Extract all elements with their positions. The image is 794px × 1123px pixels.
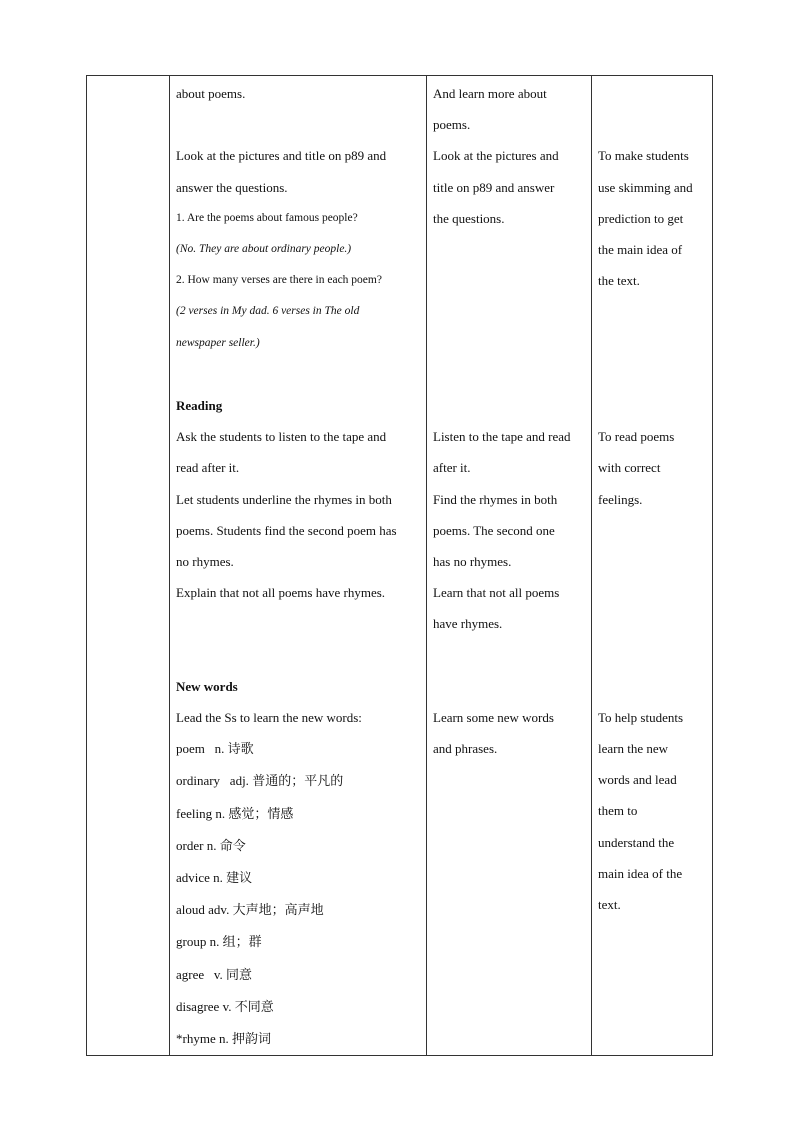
table-row bbox=[87, 76, 713, 1056]
lesson-plan-table bbox=[86, 75, 713, 1056]
spacer bbox=[598, 515, 708, 546]
reading-line: has no rhymes. bbox=[433, 553, 512, 569]
vocab-item: agree v. 同意 bbox=[176, 966, 253, 983]
question-1: 1. Are the poems about famous people? bbox=[176, 211, 358, 224]
vocab-item: order n. 命令 bbox=[176, 837, 246, 854]
reading-purpose-line: with correct bbox=[598, 460, 661, 476]
vocab-item: disagree v. 不同意 bbox=[176, 998, 274, 1015]
spacer bbox=[433, 296, 587, 327]
spacer bbox=[598, 390, 708, 421]
new-words-purpose-line: learn the new bbox=[598, 741, 669, 757]
spacer bbox=[598, 608, 708, 639]
prompt-line: title on p89 and answer bbox=[433, 179, 555, 195]
skimming-purpose-line: prediction to get bbox=[598, 210, 684, 226]
reading-line: have rhymes. bbox=[433, 616, 503, 632]
new-words-purpose-line: text. bbox=[598, 897, 621, 913]
vocab-item: aloud adv. 大声地；高声地 bbox=[176, 902, 324, 919]
spacer bbox=[598, 296, 708, 327]
intro-line: And learn more about bbox=[433, 86, 547, 101]
new-words-purpose-line: understand the bbox=[598, 834, 675, 850]
prompt-line: Look at the pictures and bbox=[433, 148, 559, 164]
reading-line: no rhymes. bbox=[176, 554, 234, 570]
reading-line: Explain that not all poems have rhymes. bbox=[176, 585, 386, 601]
new-words-heading: New words bbox=[176, 678, 238, 694]
reading-line: Learn that not all poems bbox=[433, 585, 560, 601]
spacer bbox=[433, 265, 587, 296]
spacer bbox=[598, 640, 708, 671]
spacer bbox=[176, 109, 422, 140]
vocab-item: advice n. 建议 bbox=[176, 870, 253, 887]
blank-column-cell bbox=[87, 76, 170, 1056]
spacer bbox=[598, 78, 708, 109]
new-words-line: Learn some new words bbox=[433, 709, 554, 725]
prompt-line: the questions. bbox=[433, 210, 505, 226]
answer-2-line: (2 verses in My dad. 6 verses in The old bbox=[176, 305, 360, 318]
vocab-item: group n. 组；群 bbox=[176, 934, 262, 951]
new-words-purpose-line: them to bbox=[598, 803, 638, 819]
vocab-list bbox=[176, 733, 422, 1055]
spacer bbox=[598, 546, 708, 577]
spacer bbox=[176, 359, 422, 390]
reading-line: Find the rhymes in both bbox=[433, 491, 558, 507]
reading-line: Ask the students to listen to the tape and bbox=[176, 429, 387, 445]
vocab-item: ordinary adj. 普通的；平凡的 bbox=[176, 773, 344, 790]
new-words-line: and phrases. bbox=[433, 741, 498, 757]
skimming-purpose-line: the text. bbox=[598, 273, 640, 289]
spacer bbox=[433, 359, 587, 390]
spacer bbox=[598, 109, 708, 140]
answer-1: (No. They are about ordinary people.) bbox=[176, 243, 352, 255]
spacer bbox=[176, 608, 422, 639]
vocab-item: feeling n. 感觉；情感 bbox=[176, 805, 294, 822]
reading-line: Let students underline the rhymes in both bbox=[176, 491, 392, 507]
vocab-item: poem n. 诗歌 bbox=[176, 741, 254, 758]
spacer bbox=[598, 671, 708, 702]
intro-line: poems. bbox=[433, 117, 471, 133]
student-activity-cell bbox=[427, 76, 592, 1056]
skimming-purpose-line: To make students bbox=[598, 148, 689, 164]
new-words-lead: Lead the Ss to learn the new words: bbox=[176, 710, 362, 725]
reading-line: poems. The second one bbox=[433, 522, 555, 538]
reading-line: read after it. bbox=[176, 460, 240, 476]
new-words-purpose-line: To help students bbox=[598, 709, 684, 725]
prompt-line: answer the questions. bbox=[176, 179, 288, 195]
new-words-purpose-line: words and lead bbox=[598, 772, 677, 788]
spacer bbox=[433, 328, 587, 359]
reading-line: poems. Students find the second poem has bbox=[176, 522, 397, 538]
spacer bbox=[598, 577, 708, 608]
skimming-purpose-line: use skimming and bbox=[598, 179, 693, 195]
intro-text: about poems. bbox=[176, 86, 246, 101]
answer-2-line: newspaper seller.) bbox=[176, 336, 260, 349]
reading-heading: Reading bbox=[176, 398, 223, 413]
reading-line: after it. bbox=[433, 460, 471, 476]
skimming-purpose-line: the main idea of bbox=[598, 241, 683, 257]
spacer bbox=[433, 234, 587, 265]
spacer bbox=[433, 390, 587, 421]
spacer bbox=[433, 671, 587, 702]
purpose-cell bbox=[592, 76, 713, 1056]
spacer bbox=[433, 640, 587, 671]
question-2: 2. How many verses are there in each poem? bbox=[176, 274, 382, 287]
spacer bbox=[598, 328, 708, 359]
reading-purpose-line: To read poems bbox=[598, 429, 675, 445]
reading-line: Listen to the tape and read bbox=[433, 429, 571, 445]
teacher-activity-cell bbox=[170, 76, 427, 1056]
spacer bbox=[176, 640, 422, 671]
vocab-item: *rhyme n. 押韵词 bbox=[176, 1031, 271, 1048]
spacer bbox=[598, 359, 708, 390]
reading-purpose-line: feelings. bbox=[598, 491, 643, 507]
new-words-purpose-line: main idea of the bbox=[598, 865, 683, 881]
prompt-line: Look at the pictures and title on p89 and bbox=[176, 148, 387, 164]
